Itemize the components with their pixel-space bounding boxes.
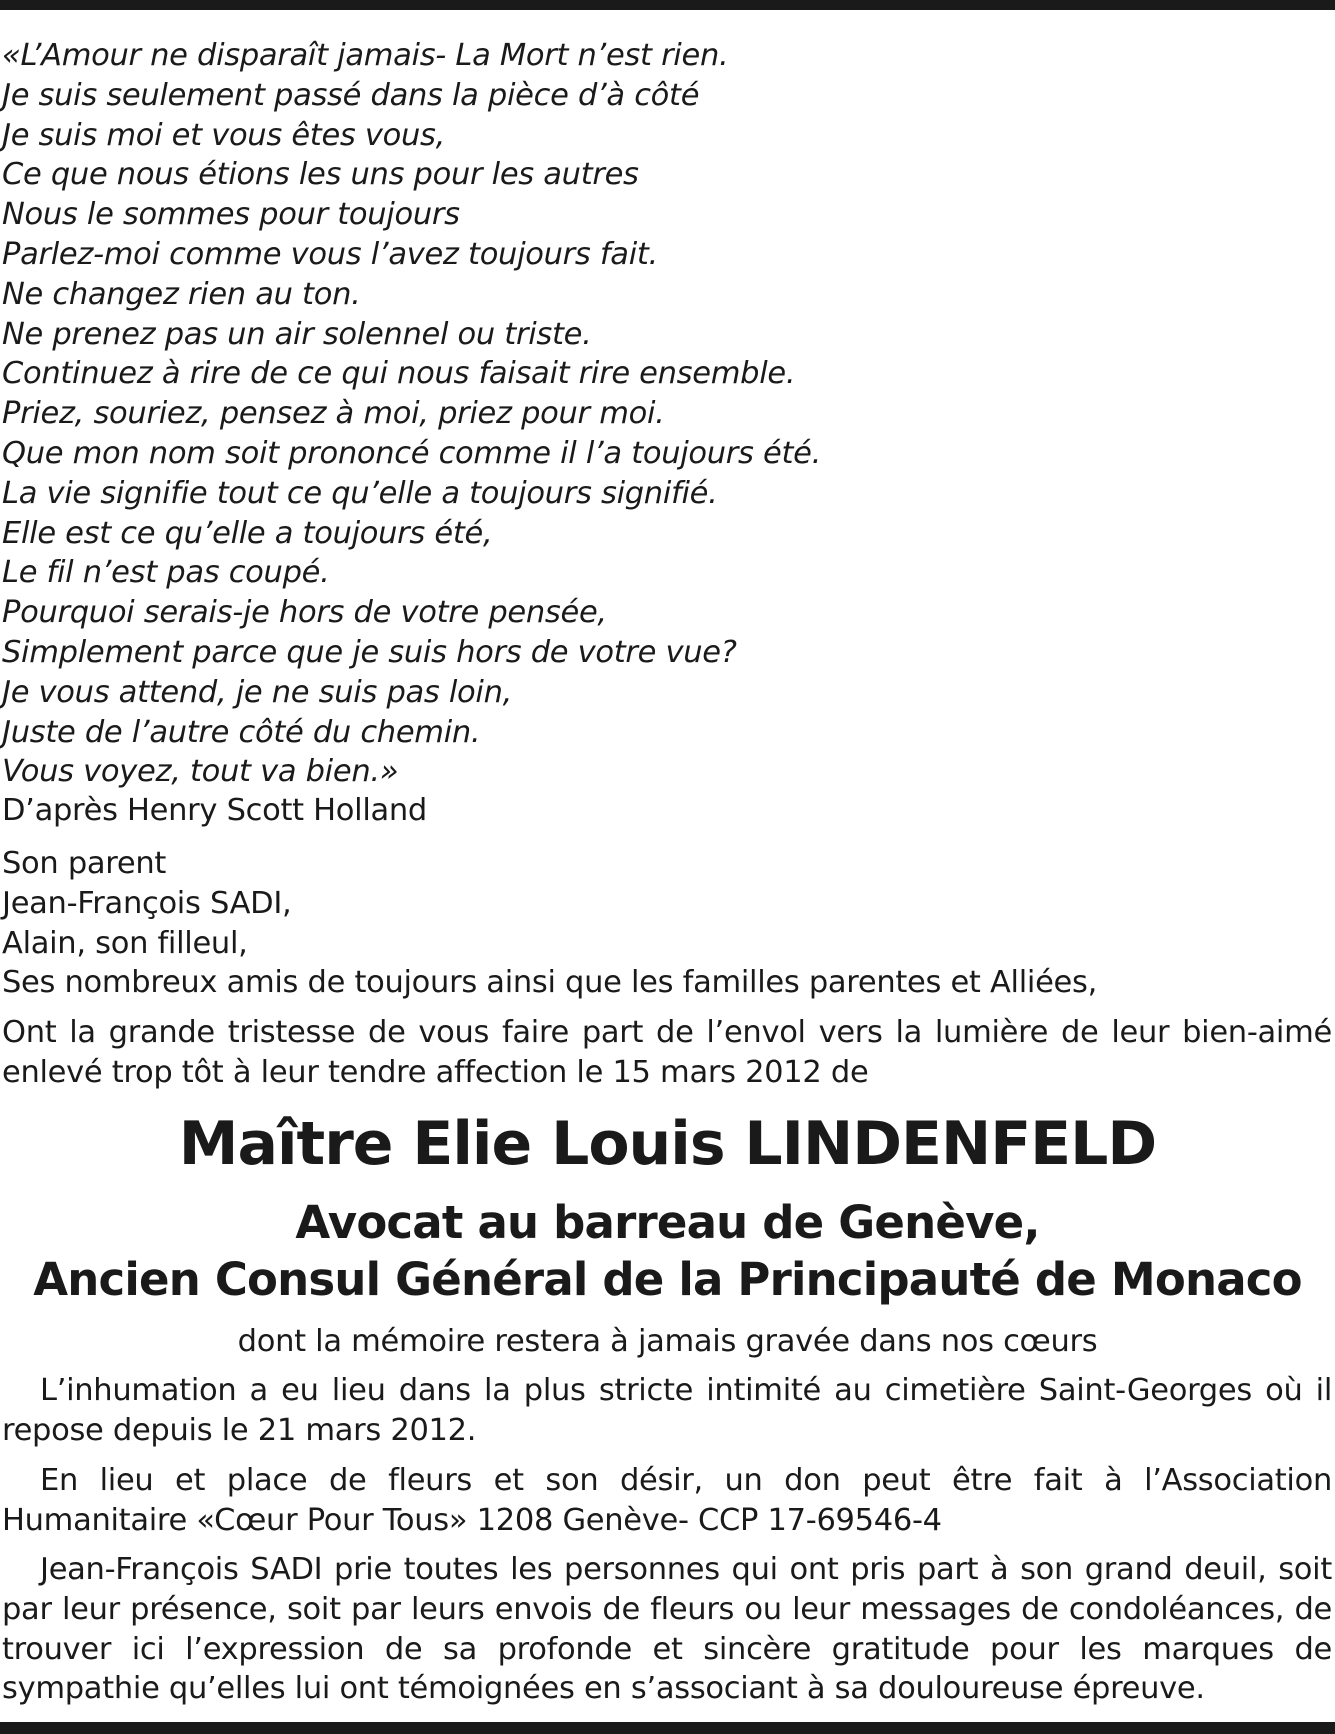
poem-line: Je suis seulement passé dans la pièce d’à côté — [2, 77, 700, 113]
poem-line: Ne prenez pas un air solennel ou triste. — [2, 316, 592, 352]
poem-line: Priez, souriez, pensez à moi, priez pour moi. — [2, 396, 665, 432]
poem-line: Pourquoi serais-je hors de votre pensée, — [2, 595, 607, 631]
bottom-border-rule — [0, 1722, 1335, 1734]
family-line: Ses nombreux amis de toujours ainsi que les familles parentes et Alliées, — [2, 965, 1097, 1001]
family-line: Jean-François SADI, — [2, 885, 292, 921]
poem-line: Le fil n’est pas coupé. — [2, 555, 330, 591]
deceased-title-consul: Ancien Consul Général de la Principauté de Monaco — [33, 1253, 1302, 1306]
burial-paragraph: L’inhumation a eu lieu dans la plus stricte intimité au cimetière Saint-Georges où il repose depuis le 21 mars 2012. — [2, 1373, 1332, 1448]
poem-line: Parlez-moi comme vous l’avez toujours fait. — [2, 236, 658, 272]
deceased-name: Maître Elie Louis LINDENFELD — [178, 1109, 1157, 1179]
thanks-paragraph: Jean-François SADI prie toutes les personnes qui ont pris part à son grand deuil, soit par leur présence, soit par leurs envois de fleurs ou leur messages de condoléances, de trouver ici l’expression de sa profonde et sincère gratitude pour les marques de sympathie qu’elles lui ont témoignées en s’associant à sa douloureuse épreuve. — [2, 1552, 1332, 1707]
poem-line: Que mon nom soit prononcé comme il l’a toujours été. — [2, 435, 822, 471]
poem-line: Vous voyez, tout va bien.» — [2, 754, 399, 790]
announcement-text: Ont la grande tristesse de vous faire part de l’envol vers la lumière de leur bien-aimé enlevé trop tôt à leur tendre affection le 15 mars 2012 de — [2, 1015, 1332, 1090]
poem-line: Simplement parce que je suis hors de votre vue? — [2, 634, 737, 670]
poem — [2, 36, 1322, 792]
top-border-rule — [0, 0, 1335, 10]
poem-line: Ce que nous étions les uns pour les autres — [2, 157, 639, 193]
poem-line: Elle est ce qu’elle a toujours été, — [2, 515, 493, 551]
family-list — [2, 844, 1332, 1003]
poem-line: Continuez à rire de ce qui nous faisait rire ensemble. — [2, 356, 796, 392]
memory-line: dont la mémoire restera à jamais gravée dans nos cœurs — [237, 1324, 1098, 1359]
poem-attribution: D’après Henry Scott Holland — [2, 793, 427, 828]
family-line: Alain, son filleul, — [2, 925, 248, 961]
family-line: Son parent — [2, 846, 167, 881]
poem-line: Je suis moi et vous êtes vous, — [2, 117, 446, 153]
poem-line: Je vous attend, je ne suis pas loin, — [2, 674, 513, 710]
poem-line: Juste de l’autre côté du chemin. — [2, 714, 481, 750]
donation-paragraph: En lieu et place de fleurs et son désir, un don peut être fait à l’Association Humanitaire «Cœur Pour Tous» 1208 Genève- CCP 17-69546-4 — [2, 1463, 1332, 1538]
poem-line: Ne changez rien au ton. — [2, 276, 361, 312]
poem-line: La vie signifie tout ce qu’elle a toujours signifié. — [2, 475, 718, 511]
poem-line: Nous le sommes pour toujours — [2, 197, 460, 233]
deceased-title-lawyer: Avocat au barreau de Genève, — [295, 1196, 1040, 1249]
poem-line: «L’Amour ne disparaît jamais- La Mort n’est rien. — [2, 38, 729, 73]
